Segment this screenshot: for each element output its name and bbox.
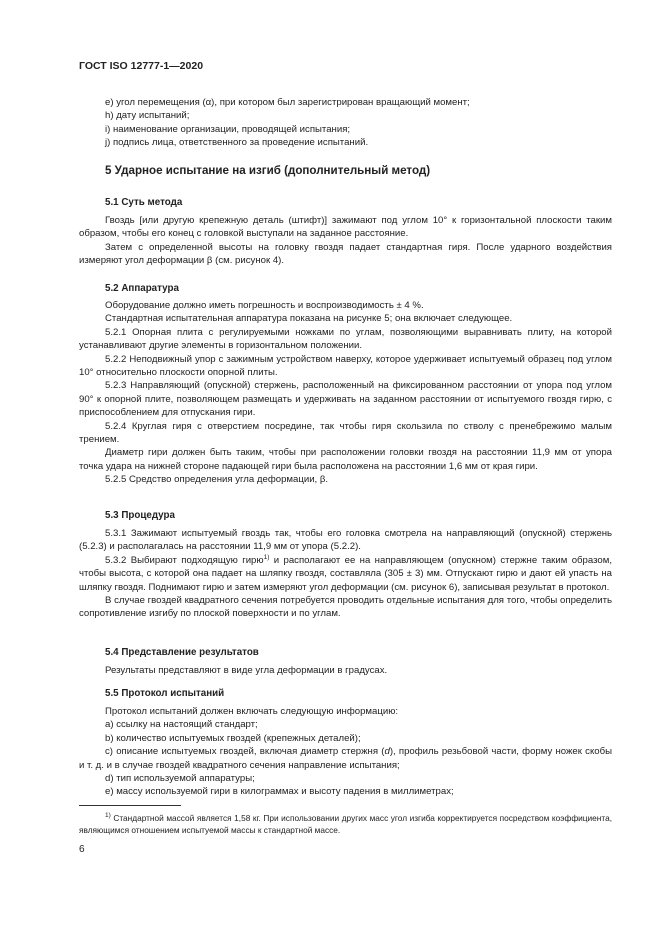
section-5-3-body [79,527,612,621]
subsection-title: 5.2 Аппаратура [105,283,179,294]
section-5-5 [79,687,612,700]
list-item: i) наименование организации, проводящей испытания; [105,123,351,135]
paragraph: 5.3.1 Зажимают испытуемый гвоздь так, чтобы его головка смотрела на направляющий (опускной) стержень (5.2.3) и располагалась на расстоянии 11,9 мм от упора (5.2.2). [79,528,612,553]
paragraph: В случае гвоздей квадратного сечения потребуется проводить отдельные испытания для того, чтобы определить сопротивление изгибу по плоской поверхности и по углам. [79,595,612,620]
section-5-1-body [79,214,612,268]
list-item: j) подпись лица, ответственного за проведение испытаний. [105,137,369,149]
section-5-4 [79,646,612,659]
footnote [79,813,612,836]
list-item: a) ссылку на настоящий стандарт; [105,719,258,731]
list-item: e) угол перемещения (α), при котором был зарегистрирован вращающий момент; [105,97,470,108]
paragraph: 5.2.5 Средство определения угла деформации, β. [105,474,329,486]
paragraph: 5.2.1 Опорная плита с регулируемыми ножками по углам, позволяющими выравнивать плиту, на которой устанавливают другие элементы в горизонтальном положении. [79,326,612,352]
text-run: 5.3.2 Выбирают подходящую гирю [105,554,264,566]
subsection-title: 5.3 Процедура [105,510,175,521]
document-header: ГОСТ ISO 12777-1—2020 [79,60,204,72]
paragraph: Оборудование должно иметь погрешность и воспроизводимость ± 4 %. [105,300,424,311]
paragraph: 5.2.4 Круглая гиря с отверстием посредине, так чтобы гиря скользила по стволу с пренебрежимо малым трением. [79,420,612,446]
subsection-title: 5.4 Представление результатов [105,647,259,658]
text-run: c) описание испытуемых гвоздей, включая диаметр стержня ( [105,746,385,758]
paragraph: Гвоздь [или другую крепежную деталь (штифт)] зажимают под углом 10° к горизонтальной плоскости таким образом, чтобы его конец с головкой выступали на заданное расстояние. [79,215,612,240]
paragraph: Диаметр гири должен быть таким, чтобы при расположении головки гвоздя на расстоянии 11,9 мм от упора точка удара на нижней стороне падающей гири была расположена на расстоянии 1,6 мм от края гири. [79,447,612,472]
list-item [79,745,612,772]
section-5-3 [79,509,612,522]
section-5-title-wrap [105,163,612,178]
section-5-5-body [79,705,612,799]
text-run: и располагают ее на направляющем (опускном) стержне таким образом, чтобы высота, с которой она падает на шляпку гвоздя, составляла (305 ± 3) мм. Отпускают гирю и дают ей упасть на шляпку гвоздя. Поднимают гирю и затем измеряют угол деформации (см. рисунок 6), записывая результат в протокол. [79,554,612,593]
section-5-4-body [79,664,612,677]
section-5-2 [79,282,612,295]
list-item: h) дату испытаний; [105,110,190,122]
page-number: 6 [79,844,85,855]
paragraph: 5.2.2 Неподвижный упор с зажимным устройством наверху, которое удерживает испытуемый образец под углом 10° относительно плоскости опорной плиты. [79,353,612,379]
section-title: 5 Ударное испытание на изгиб (дополнительный метод) [105,164,431,177]
text-run-italic: d [384,746,390,758]
subsection-title: 5.1 Суть метода [105,197,183,208]
paragraph: Стандартная испытательная аппаратура показана на рисунке 5; она включает следующее. [105,313,513,325]
list-item: b) количество испытуемых гвоздей (крепежных деталей); [105,732,361,744]
section-5-1 [79,196,612,209]
list-item: d) тип используемой аппаратуры; [105,773,255,785]
paragraph [79,554,612,594]
top-list [79,96,612,150]
paragraph: Протокол испытаний должен включать следующую информацию: [105,706,399,717]
subsection-title: 5.5 Протокол испытаний [105,688,225,699]
list-item: e) массу используемой гири в килограммах и высоту падения в миллиметрах; [105,786,454,798]
footnote-marker: 1) [105,812,111,820]
footnote-text [79,813,612,836]
footnote-divider [79,805,181,806]
paragraph: Затем с определенной высоты на головку гвоздя падает стандартная гиря. После ударного воздействия измеряют угол деформации β (см. рисунок 4). [79,241,612,267]
text-run: ), профиль резьбовой части, форму ножек скобы и т. д. и в случае гвоздей квадратного сечения направление испытания; [79,746,612,771]
text-run: Стандартной массой является 1,58 кг. При использовании других масс угол изгиба корректируется посредством коэффициента, являющимся отношением испытуемой массы к стандартной массе. [79,813,612,835]
paragraph: 5.2.3 Направляющий (опускной) стержень, расположенный на фиксированном расстоянии от упора под углом 90° к опорной плите, позволяющем размещать и удерживать на заданном расстоянии от испытуемого гвоздя гирю, с приспособлением для отпускания гири. [79,380,612,419]
paragraph: Результаты представляют в виде угла деформации в градусах. [105,665,388,676]
footnote-ref: 1) [263,553,270,561]
section-5-2-body [79,299,612,487]
